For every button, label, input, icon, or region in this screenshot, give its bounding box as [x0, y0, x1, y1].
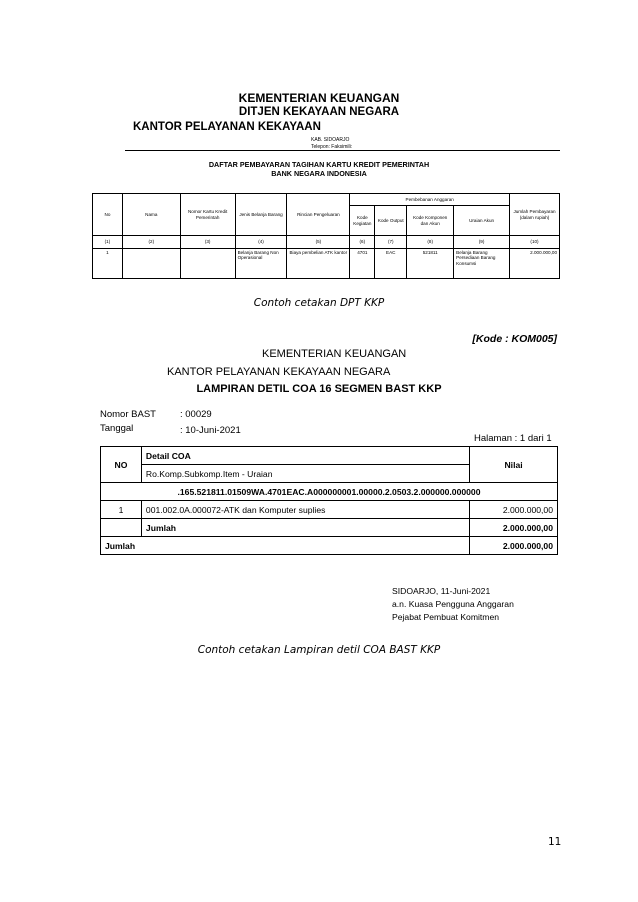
dpt-row-kode-komponen: 521811	[407, 249, 454, 279]
dpt-city: KAB. SIDOARJO	[311, 137, 350, 143]
dpt-colnum-3: (3)	[180, 236, 235, 249]
dpt-row-no: 1	[93, 249, 123, 279]
dpt-row-jenis-belanja: Belanja Barang Non Operasional	[235, 249, 287, 279]
dpt-row-rincian: Biaya pembelian ATK kantor	[287, 249, 350, 279]
dpt-title-line1: DAFTAR PEMBAYARAN TAGIHAN KARTU KREDIT PEMERINTAH	[208, 160, 430, 169]
coa-jumlah-total-label: Jumlah	[101, 537, 470, 555]
coa-item-no: 1	[101, 501, 142, 519]
dpt-ministry: KEMENTERIAN KEUANGAN	[238, 91, 400, 105]
coa-kode: [Kode : KOM005]	[472, 333, 557, 345]
coa-jumlah-total-value: 2.000.000,00	[470, 537, 558, 555]
coa-header-no: NO	[101, 447, 142, 483]
sign-an: a.n. Kuasa Pengguna Anggaran	[392, 599, 514, 609]
dpt-title-line2: BANK NEGARA INDONESIA	[271, 169, 367, 178]
dpt-header-nama: Nama	[122, 194, 180, 236]
dpt-header-uraian-akun: Uraian Akun	[454, 206, 510, 236]
dpt-colnum-1: (1)	[93, 236, 123, 249]
dpt-colnum-2: (2)	[122, 236, 180, 249]
dpt-colnum-5: (5)	[287, 236, 350, 249]
coa-header-nilai: Nilai	[470, 447, 558, 483]
dpt-colnum-8: (8)	[407, 236, 454, 249]
dpt-header-kode-kegiatan: Kode Kegiatan	[350, 206, 375, 236]
dpt-colnum-4: (4)	[235, 236, 287, 249]
dpt-phone: Telepon: Faksimili:	[311, 144, 353, 150]
dpt-header-jumlah: Jumlah Pembayaran (dalam rupiah)	[510, 194, 560, 236]
dpt-colnum-9: (9)	[454, 236, 510, 249]
coa-office: KANTOR PELAYANAN KEKAYAAN NEGARA	[167, 366, 391, 378]
dpt-row-nama	[122, 249, 180, 279]
dpt-header-nomor-kartu: Nomor Kartu Kredit Pemerintah	[180, 194, 235, 236]
dpt-row-uraian-akun: Belanja Barang Persediaan Barang Konsumsi	[454, 249, 510, 279]
dpt-colnum-6: (6)	[350, 236, 375, 249]
coa-header-sub: Ro.Komp.Subkomp.Item - Uraian	[141, 465, 469, 483]
dpt-header-kode-output: Kode Output	[375, 206, 407, 236]
dpt-colnum-7: (7)	[375, 236, 407, 249]
dpt-office: KANTOR PELAYANAN KEKAYAAN	[133, 121, 321, 133]
coa-title: LAMPIRAN DETIL COA 16 SEGMEN BAST KKP	[196, 383, 442, 395]
dpt-directorate: DITJEN KEKAYAAN NEGARA	[238, 106, 400, 118]
dpt-caption: Contoh cetakan DPT KKP	[253, 297, 385, 309]
tanggal-label: Tanggal	[100, 423, 134, 434]
dpt-header-kode-komponen: Kode Komponen dan Akun	[407, 206, 454, 236]
coa-item-uraian: 001.002.0A.000072-ATK dan Komputer suplies	[141, 501, 469, 519]
coa-jumlah-inner-value: 2.000.000,00	[470, 519, 558, 537]
dpt-row-jumlah: 2.000.000,00	[510, 249, 560, 279]
dpt-row-kode-kegiatan: 4701	[350, 249, 375, 279]
coa-item-nilai: 2.000.000,00	[470, 501, 558, 519]
dpt-header-rincian: Rincian Pengeluaran	[287, 194, 350, 236]
dpt-header-no: No	[93, 194, 123, 236]
page-number: 11	[548, 836, 562, 848]
dpt-row-nomor-kartu	[180, 249, 235, 279]
nomor-bast-label: Nomor BAST	[100, 409, 156, 420]
nomor-bast-value: : 00029	[180, 409, 212, 420]
sign-place-date: SIDOARJO, 11-Juni-2021	[392, 586, 491, 596]
dpt-row-kode-output: EAC	[375, 249, 407, 279]
dpt-table	[92, 193, 560, 279]
coa-header-detail: Detail COA	[141, 447, 469, 465]
dpt-divider	[125, 150, 560, 151]
coa-jumlah-inner-label: Jumlah	[141, 519, 469, 537]
tanggal-value: : 10-Juni-2021	[180, 425, 241, 436]
dpt-header-pembebanan: Pembebanan Anggaran	[350, 194, 510, 206]
halaman: Halaman : 1 dari 1	[474, 433, 552, 444]
dpt-header-jenis-belanja: Jenis Belanja Barang	[235, 194, 287, 236]
dpt-colnum-10: (10)	[510, 236, 560, 249]
coa-caption: Contoh cetakan Lampiran detil COA BAST KKP	[197, 644, 441, 656]
coa-jumlah-blank	[101, 519, 142, 537]
sign-role: Pejabat Pembuat Komitmen	[392, 612, 500, 622]
coa-code-row: .165.521811.01509WA.4701EAC.A000000001.00000.2.0503.2.000000.000000	[101, 483, 558, 501]
coa-ministry: KEMENTERIAN KEUANGAN	[262, 348, 407, 360]
coa-table	[100, 446, 558, 555]
